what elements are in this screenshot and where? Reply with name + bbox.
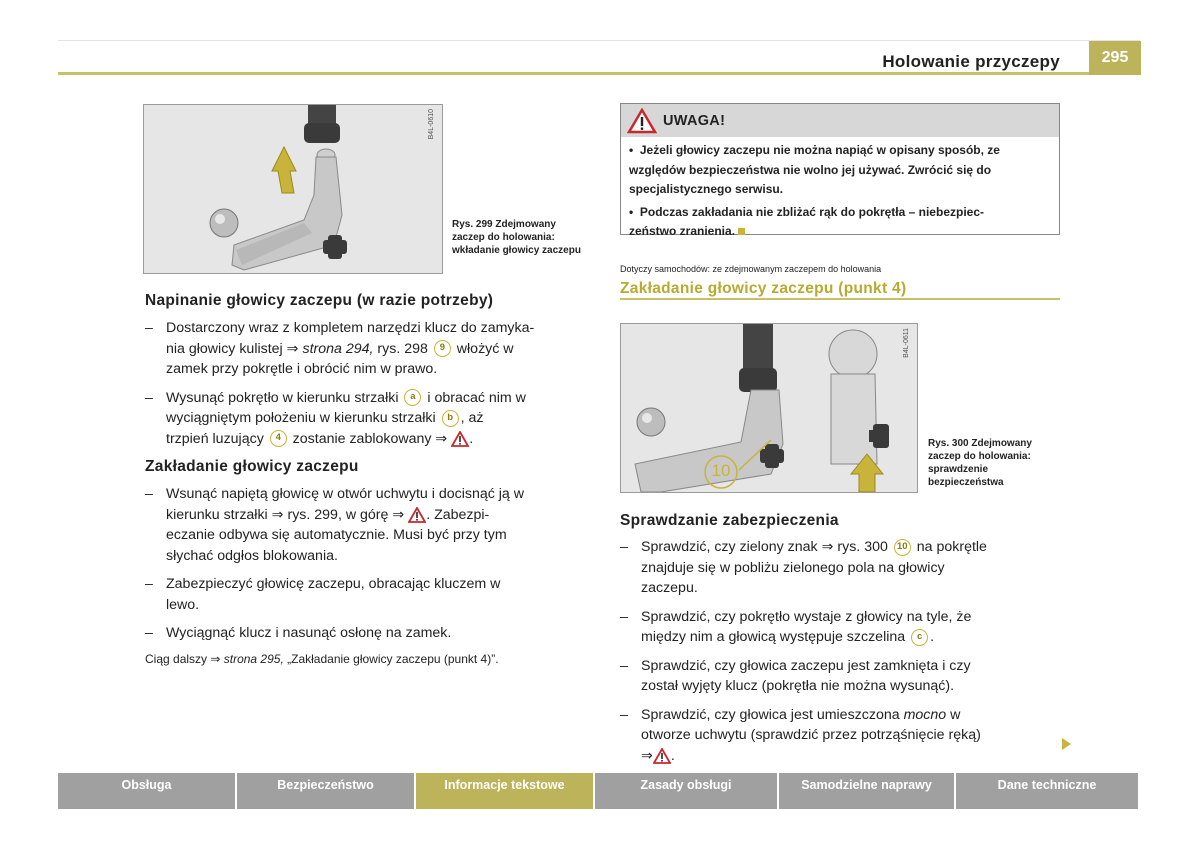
page-header-title: Holowanie przyczepy xyxy=(882,52,1060,71)
bottom-navigation xyxy=(58,773,1140,809)
section-title-mounting-point4: Zakładanie głowicy zaczepu (punkt 4) xyxy=(620,280,907,297)
figure-code: B4L-0611 xyxy=(903,328,910,358)
tab-obsluga[interactable]: Obsługa xyxy=(58,773,235,809)
figure-300 xyxy=(620,323,918,493)
section-title-tensioning: Napinanie głowicy zaczepu (w razie potrzeby) xyxy=(145,292,494,309)
applies-note: Dotyczy samochodów: ze zdejmowanym zaczepem do holowania xyxy=(620,264,882,274)
warning-header xyxy=(621,104,1059,137)
warning-point: • Jeżeli głowicy zaczepu nie można napiąć w opisany sposób, ze względów bezpieczeństwa nie wolno jej używać. Zwrócić się do specjalistycznego serwisu. xyxy=(629,143,1000,196)
callout-10-label: 10 xyxy=(711,461,731,480)
continued-reference: Ciąg dalszy ⇒ strona 295, „Zakładanie głowicy zaczepu (punkt 4)”. xyxy=(145,652,499,666)
figure-code: B4L-0610 xyxy=(428,109,435,140)
list-item: – Sprawdzić, czy zielony znak ⇒ rys. 300 10 na pokrętle znajduje się w pobliżu zielonego pola na głowicy zaczepu. xyxy=(620,539,987,596)
list-item: – Wyciągnąć klucz i nasunąć osłonę na zamek. xyxy=(145,625,452,641)
list-item: – Wsunąć napiętą głowicę w otwór uchwytu i docisnąć ją w kierunku strzałki ⇒ rys. 299, w górę ⇒ . Zabezpi- eczanie odbywa się automatycznie. Musi być przy tym słychać odgłos blokowania. xyxy=(145,486,525,564)
callout-9: 9 xyxy=(434,340,451,357)
next-page-arrow-icon[interactable] xyxy=(1062,738,1071,750)
tab-bezpieczenstwo[interactable]: Bezpieczeństwo xyxy=(237,773,414,809)
tab-informacje-tekstowe[interactable]: Informacje tekstowe xyxy=(416,773,593,809)
tab-dane-techniczne[interactable]: Dane techniczne xyxy=(956,773,1138,809)
list-item: – Wysunąć pokrętło w kierunku strzałki a i obracać nim w wyciągniętym położeniu w kierunku strzałki b , aż trzpień luzujący 4 zostanie zablokowany ⇒ . xyxy=(145,389,526,447)
list-item: – Dostarczony wraz z kompletem narzędzi klucz do zamyka- nia głowicy kulistej ⇒ strona 294, rys. 298 9 włożyć w zamek przy pokrętle i obrócić nim w prawo. xyxy=(145,320,535,377)
figure-299-caption: Rys. 299 Zdejmowany zaczep do holowania: wkładanie głowicy zaczepu xyxy=(452,219,581,256)
hitch-check-illustration xyxy=(621,324,917,492)
section-title-check: Sprawdzanie zabezpieczenia xyxy=(620,512,839,529)
warning-body xyxy=(621,137,1059,249)
tab-samodzielne-naprawy[interactable]: Samodzielne naprawy xyxy=(779,773,954,809)
callout-c: c xyxy=(911,629,928,646)
header-rule xyxy=(58,72,1140,75)
warning-box xyxy=(620,103,1060,238)
tensioning-steps xyxy=(145,318,595,457)
mounting-steps xyxy=(145,484,595,652)
list-item: – Sprawdzić, czy głowica zaczepu jest zamknięta i czy został wyjęty klucz (pokrętła nie można wysunąć). xyxy=(620,657,971,694)
warning-title: UWAGA! xyxy=(663,112,726,129)
list-item: – Sprawdzić, czy pokrętło wystaje z głowicy na tyle, że między nim a głowicą występuje szczelina c . xyxy=(620,608,972,645)
end-square-icon xyxy=(738,228,745,235)
callout-10: 10 xyxy=(894,539,911,556)
warning-point: • Podczas zakładania nie zbliżać rąk do pokrętła – niebezpiec- zeństwo zranienia. xyxy=(629,204,984,238)
warning-icon[interactable] xyxy=(653,748,671,764)
top-divider xyxy=(58,40,1140,41)
check-steps xyxy=(620,537,1070,774)
warning-icon[interactable] xyxy=(408,507,426,523)
section-rule xyxy=(620,298,1060,300)
section-title-mounting: Zakładanie głowicy zaczepu xyxy=(145,458,359,475)
callout-b: b xyxy=(442,410,459,427)
tow-hitch-illustration xyxy=(144,105,442,273)
callout-4: 4 xyxy=(270,430,287,447)
warning-triangle-icon xyxy=(627,108,657,134)
list-item: – Zabezpieczyć głowicę zaczepu, obracając kluczem w lewo. xyxy=(145,576,501,613)
page-number: 295 xyxy=(1089,41,1141,75)
warning-icon[interactable] xyxy=(451,431,469,447)
tab-zasady-obslugi[interactable]: Zasady obsługi xyxy=(595,773,777,809)
callout-a: a xyxy=(404,389,421,406)
list-item: – Sprawdzić, czy głowica jest umieszczona mocno w otworze uchwytu (sprawdzić przez potrząśnięcie ręką) ⇒ . xyxy=(620,706,981,764)
figure-299 xyxy=(143,104,443,274)
figure-300-caption: Rys. 300 Zdejmowany zaczep do holowania: sprawdzenie bezpieczeństwa xyxy=(928,438,1032,488)
